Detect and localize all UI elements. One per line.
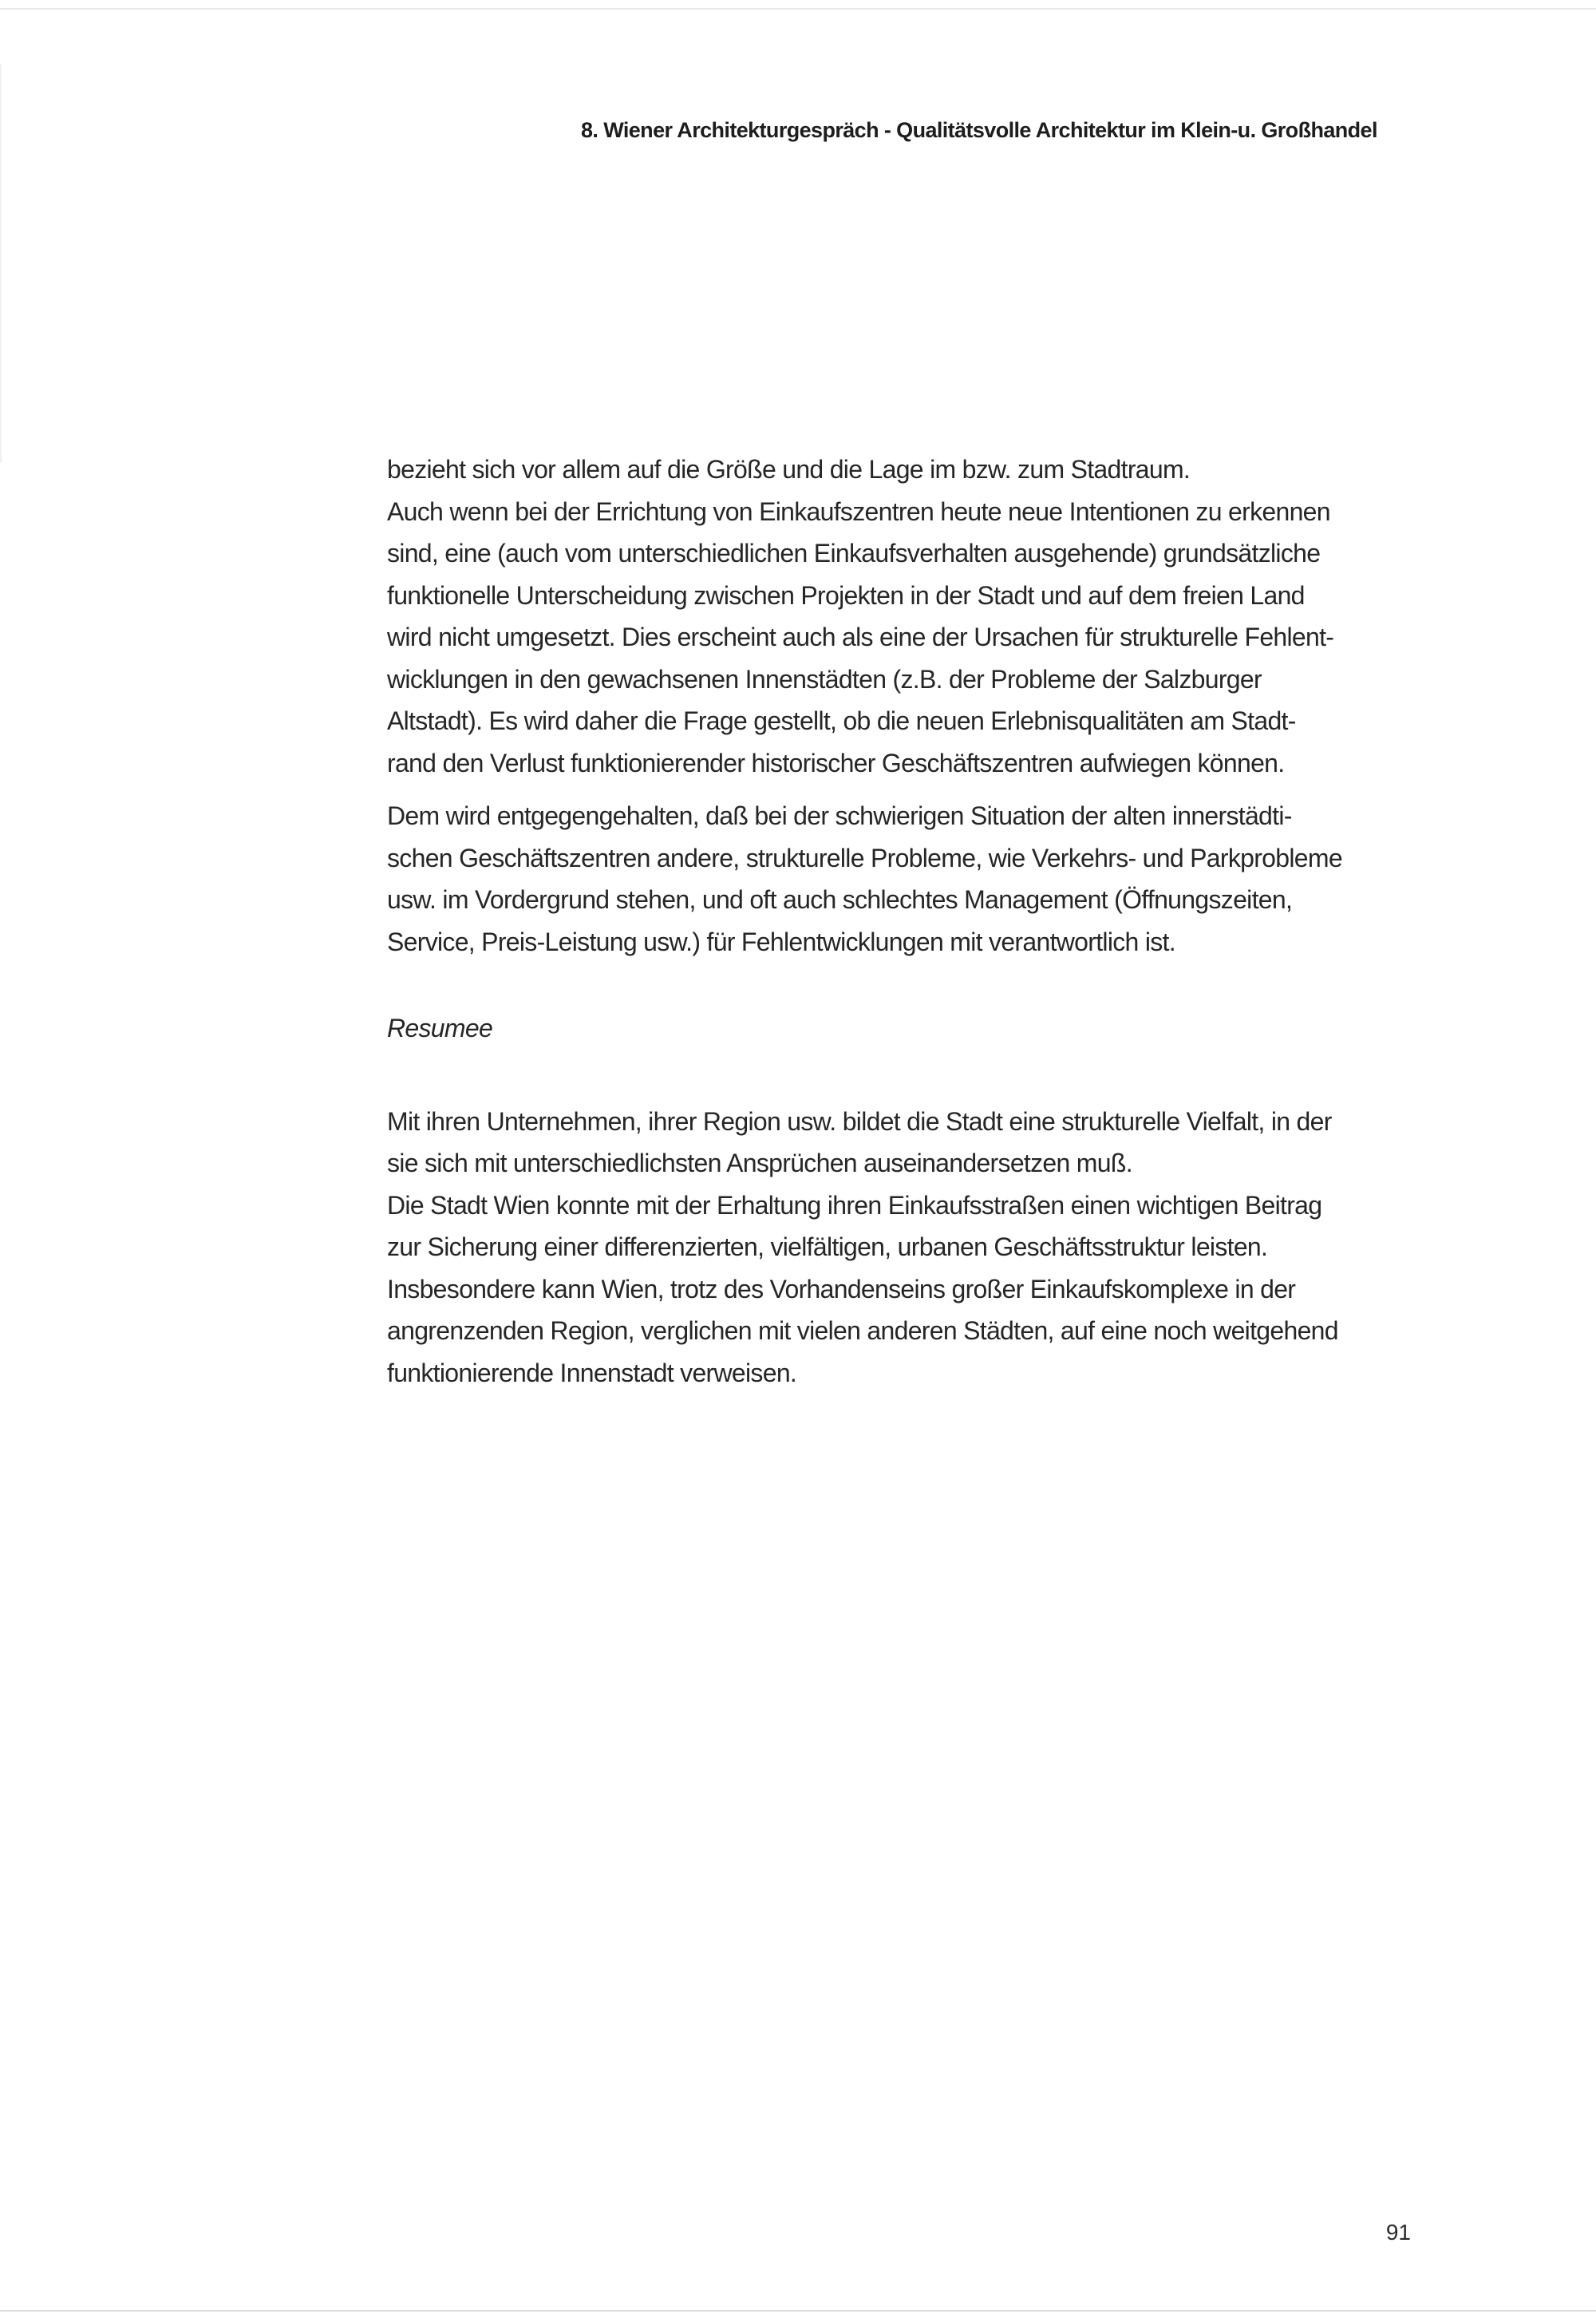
text-line: funktionelle Unterscheidung zwischen Projekten in der Stadt und auf dem freien Land xyxy=(387,580,1305,610)
section-spacer xyxy=(387,963,1408,1007)
scan-edge-left xyxy=(0,64,2,463)
text-line: Die Stadt Wien konnte mit der Erhaltung ihren Einkaufsstraßen einen wichtigen Beitrag xyxy=(387,1190,1322,1220)
section-spacer xyxy=(387,1050,1408,1101)
text-line: sind, eine (auch vom unterschiedlichen Einkaufsverhalten ausgehende) grundsätzliche xyxy=(387,539,1321,568)
text-line: wicklungen in den gewachsenen Innenstädten (z.B. der Probleme der Salzburger xyxy=(387,664,1262,694)
text-line: Altstadt). Es wird daher die Frage gestellt, ob die neuen Erlebnisqualitäten am Stadt- xyxy=(387,706,1296,735)
text-line: angrenzenden Region, verglichen mit vielen anderen Städten, auf eine noch weitgehend xyxy=(387,1316,1338,1345)
text-line: schen Geschäftszentren andere, strukturelle Probleme, wie Verkehrs- und Parkprobleme xyxy=(387,843,1342,872)
running-header: 8. Wiener Architekturgespräch - Qualitätsvolle Architektur im Klein-u. Großhandel xyxy=(581,118,1377,142)
resumee-paragraph xyxy=(387,1101,1408,1394)
body-text xyxy=(387,449,1408,1394)
scan-edge-top xyxy=(0,8,1596,10)
paragraph-2 xyxy=(387,795,1408,963)
text-line: Mit ihren Unternehmen, ihrer Region usw. bildet die Stadt eine strukturelle Vielfalt, in der xyxy=(387,1106,1332,1136)
text-line: Insbesondere kann Wien, trotz des Vorhandenseins großer Einkaufskomplexe in der xyxy=(387,1274,1296,1303)
text-line: rand den Verlust funktionierender historischer Geschäftszentren aufwiegen können. xyxy=(387,748,1285,777)
paragraph-spacer xyxy=(387,784,1408,795)
text-line: zur Sicherung einer differenzierten, vielfältigen, urbanen Geschäftsstruktur leisten. xyxy=(387,1232,1268,1261)
paragraph-1 xyxy=(387,449,1408,784)
resumee-heading: Resumee xyxy=(387,1014,493,1042)
text-line: Auch wenn bei der Errichtung von Einkaufszentren heute neue Intentionen zu erkennen xyxy=(387,496,1330,526)
text-line: Dem wird entgegengehalten, daß bei der schwierigen Situation der alten innerstädti- xyxy=(387,801,1292,830)
text-line: wird nicht umgesetzt. Dies erscheint auch als eine der Ursachen für strukturelle Fehlent- xyxy=(387,623,1334,651)
text-line: funktionierende Innenstadt verweisen. xyxy=(387,1358,797,1387)
page-number: 91 xyxy=(1385,2220,1411,2245)
text-line: Service, Preis-Leistung usw.) für Fehlentwicklungen mit verantwortlich ist. xyxy=(387,927,1175,956)
scan-edge-bottom xyxy=(0,2310,1596,2312)
text-line: bezieht sich vor allem auf die Größe und die Lage im bzw. zum Stadtraum. xyxy=(387,455,1191,484)
text-line: sie sich mit unterschiedlichsten Ansprüchen auseinandersetzen muß. xyxy=(387,1149,1132,1177)
text-line: usw. im Vordergrund stehen, und oft auch schlechtes Management (Öffnungszeiten, xyxy=(387,885,1293,914)
